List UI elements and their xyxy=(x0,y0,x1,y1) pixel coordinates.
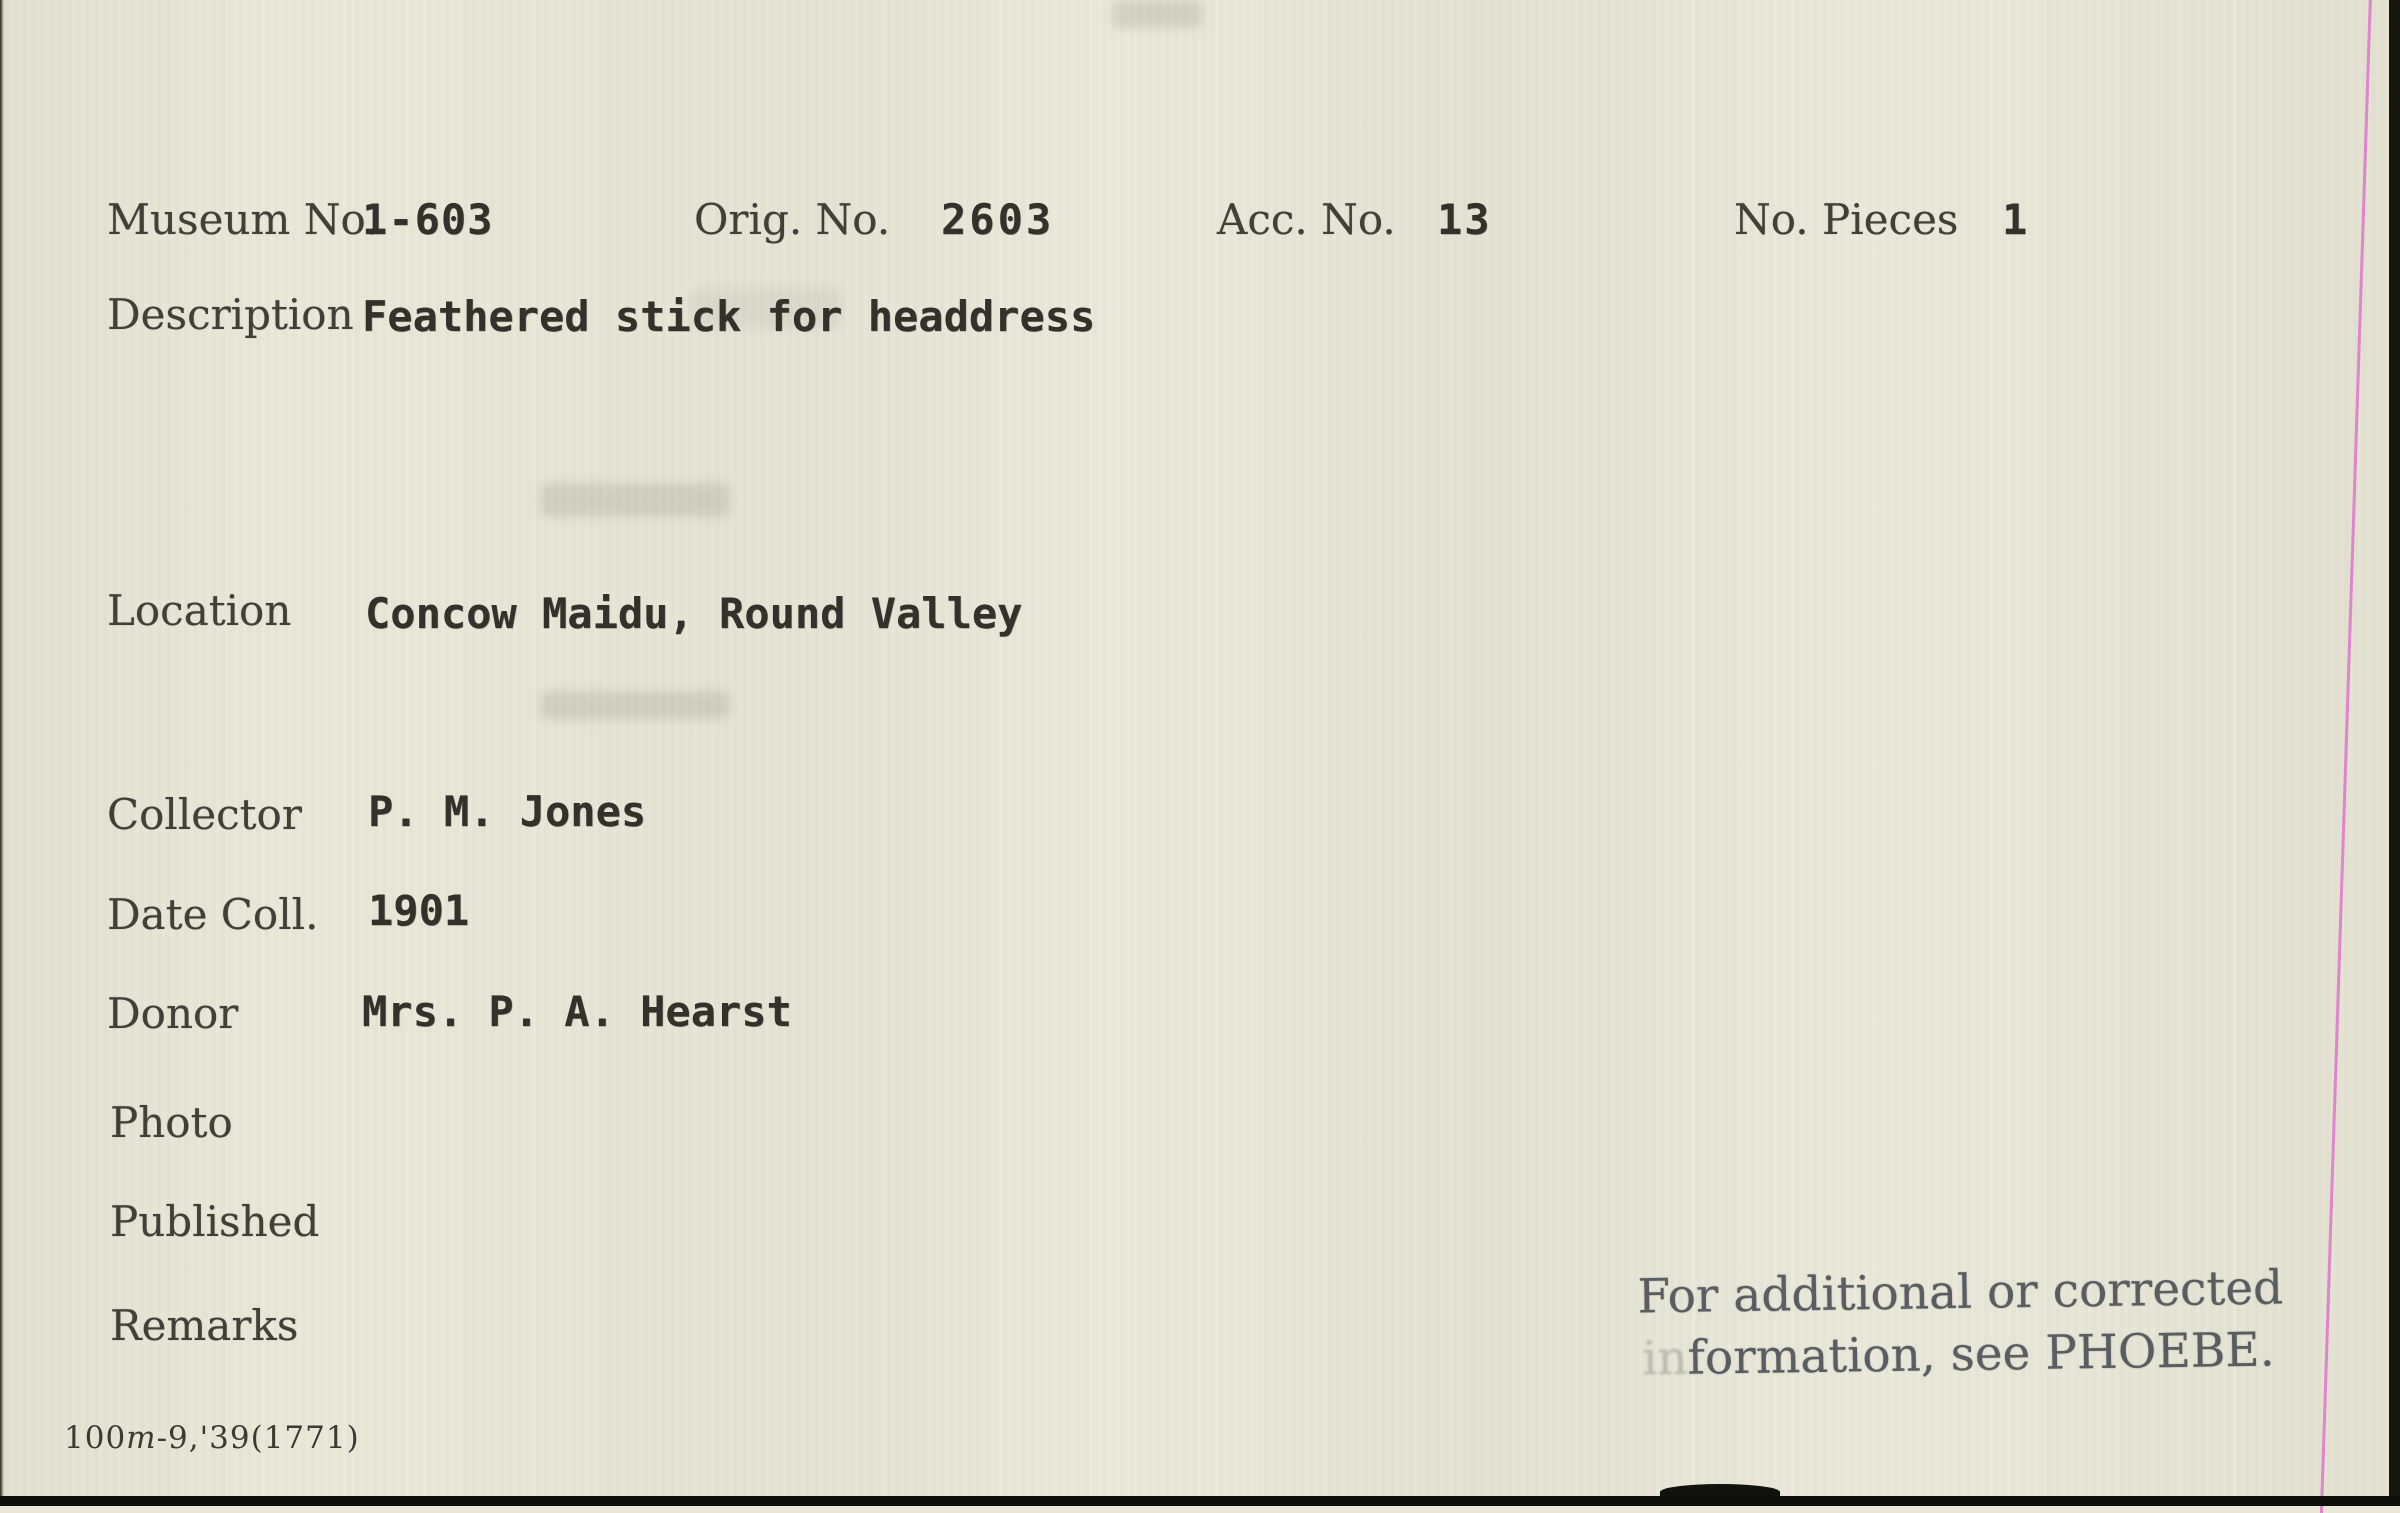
pink-fiber-line xyxy=(2320,0,2372,1513)
form-number: 100m-9,'39(1771) xyxy=(64,1420,360,1456)
ink-bleed-smudge xyxy=(540,691,730,719)
card-bottom-edge xyxy=(0,1496,2400,1506)
acc-no-label: Acc. No. xyxy=(1217,195,1396,244)
remarks-label: Remarks xyxy=(110,1301,299,1350)
ink-bleed-smudge xyxy=(1112,0,1202,28)
date-coll-label: Date Coll. xyxy=(107,890,319,939)
published-label: Published xyxy=(110,1197,320,1246)
phoebe-stamp xyxy=(1637,1258,2284,1391)
location-label: Location xyxy=(107,586,292,635)
photo-label: Photo xyxy=(110,1098,233,1147)
date-coll-value: 1901 xyxy=(368,886,470,935)
museum-no-value: 1-603 xyxy=(362,195,494,244)
card-left-edge xyxy=(0,0,4,1506)
paper-streak xyxy=(534,0,536,1506)
no-pieces-value: 1 xyxy=(2002,195,2028,244)
orig-no-value: 2603 xyxy=(941,195,1055,244)
orig-no-label: Orig. No. xyxy=(694,195,891,244)
description-value: Feathered stick for headdress xyxy=(362,292,1096,341)
donor-label: Donor xyxy=(107,989,239,1038)
acc-no-value: 13 xyxy=(1437,195,1492,244)
collector-value: P. M. Jones xyxy=(368,787,647,836)
ink-bleed-smudge xyxy=(540,483,730,517)
card-right-edge xyxy=(2389,0,2400,1506)
phoebe-stamp-faded-prefix: in xyxy=(1641,1330,1688,1387)
paper-streak xyxy=(1128,0,1130,1506)
phoebe-stamp-line2: information, see PHOEBE. xyxy=(1641,1322,2275,1387)
location-value: Concow Maidu, Round Valley xyxy=(365,589,1023,638)
museum-no-label: Museum No. xyxy=(107,195,379,244)
collector-label: Collector xyxy=(107,790,302,839)
donor-value: Mrs. P. A. Hearst xyxy=(362,987,792,1036)
no-pieces-label: No. Pieces xyxy=(1734,195,1959,244)
description-label: Description xyxy=(107,290,354,339)
phoebe-stamp-line1: For additional or corrected xyxy=(1637,1260,2284,1325)
